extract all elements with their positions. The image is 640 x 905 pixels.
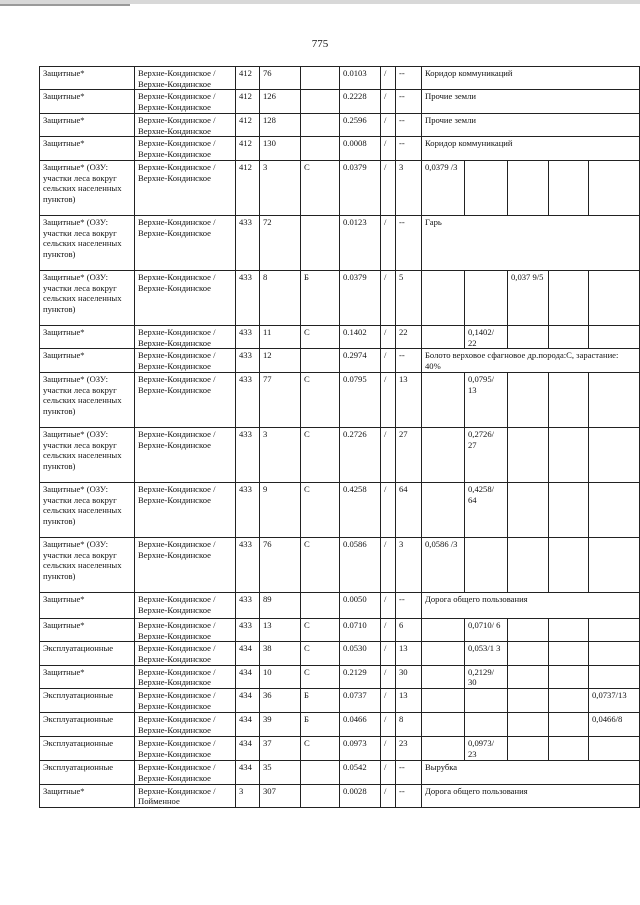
category-cell: Защитные* (ОЗУ: участки леса вокруг сельских населенных пунктов)	[40, 537, 135, 592]
volume-cell: 8	[396, 713, 422, 737]
breakdown-cell	[589, 372, 640, 427]
forestry-cell: Верхне-Кондинское / Верхне-Кондинское	[135, 372, 236, 427]
volume-cell: --	[396, 784, 422, 807]
compartment-cell: 126	[260, 90, 301, 113]
area-cell: 0.0586	[340, 537, 381, 592]
breakdown-cell: 0,0466/8	[589, 713, 640, 737]
category-cell: Защитные*	[40, 113, 135, 136]
compartment-cell: 76	[260, 537, 301, 592]
breakdown-cell	[549, 537, 589, 592]
compartment-cell: 37	[260, 737, 301, 761]
breakdown-cell	[508, 618, 549, 641]
forestry-cell: Верхне-Кондинское / Верхне-Кондинское	[135, 427, 236, 482]
forestry-cell: Верхне-Кондинское / Верхне-Кондинское	[135, 642, 236, 665]
category-cell: Защитные* (ОЗУ: участки леса вокруг сельских населенных пунктов)	[40, 482, 135, 537]
category-cell: Защитные*	[40, 90, 135, 113]
species-cell: С	[301, 618, 340, 641]
breakdown-cell	[508, 689, 549, 713]
breakdown-cell	[589, 737, 640, 761]
quarter-cell: 412	[236, 160, 260, 215]
breakdown-cell	[589, 537, 640, 592]
area-cell: 0.2228	[340, 90, 381, 113]
category-cell: Эксплуатационные	[40, 689, 135, 713]
compartment-cell: 36	[260, 689, 301, 713]
quarter-cell: 412	[236, 90, 260, 113]
volume-cell: 27	[396, 427, 422, 482]
compartment-cell: 89	[260, 592, 301, 618]
forestry-cell: Верхне-Кондинское / Верхне-Кондинское	[135, 482, 236, 537]
species-cell: С	[301, 482, 340, 537]
breakdown-cell	[422, 689, 465, 713]
breakdown-cell: 0,037 9/5	[508, 270, 549, 325]
volume-cell: 3	[396, 537, 422, 592]
breakdown-cell	[589, 618, 640, 641]
species-cell	[301, 215, 340, 270]
breakdown-cell: 0,0737/13	[589, 689, 640, 713]
breakdown-cell	[508, 642, 549, 665]
category-cell: Защитные* (ОЗУ: участки леса вокруг сельских населенных пунктов)	[40, 427, 135, 482]
breakdown-cell	[549, 665, 589, 688]
species-cell: Б	[301, 689, 340, 713]
separator-cell: /	[381, 349, 396, 372]
table-row	[40, 67, 640, 90]
category-cell: Защитные*	[40, 665, 135, 688]
separator-cell: /	[381, 689, 396, 713]
compartment-cell: 130	[260, 137, 301, 160]
volume-cell: 5	[396, 270, 422, 325]
table-row	[40, 665, 640, 688]
breakdown-cell	[465, 537, 508, 592]
note-cell: Гарь	[422, 215, 640, 270]
volume-cell: 13	[396, 372, 422, 427]
volume-cell: 22	[396, 325, 422, 348]
table-row	[40, 784, 640, 807]
breakdown-cell	[549, 372, 589, 427]
volume-cell: --	[396, 761, 422, 784]
separator-cell: /	[381, 215, 396, 270]
species-cell: С	[301, 325, 340, 348]
forestry-cell: Верхне-Кондинское / Верхне-Кондинское	[135, 713, 236, 737]
volume-cell: --	[396, 349, 422, 372]
note-cell: Коридор коммуникаций	[422, 67, 640, 90]
quarter-cell: 412	[236, 67, 260, 90]
breakdown-cell: 0,0795/ 13	[465, 372, 508, 427]
breakdown-cell	[422, 618, 465, 641]
species-cell	[301, 137, 340, 160]
category-cell: Эксплуатационные	[40, 642, 135, 665]
quarter-cell: 434	[236, 737, 260, 761]
breakdown-cell: 0,0379 /3	[422, 160, 465, 215]
species-cell	[301, 784, 340, 807]
compartment-cell: 9	[260, 482, 301, 537]
table-row	[40, 325, 640, 348]
breakdown-cell: 0,0586 /3	[422, 537, 465, 592]
separator-cell: /	[381, 737, 396, 761]
quarter-cell: 433	[236, 270, 260, 325]
species-cell: С	[301, 665, 340, 688]
forest-table	[39, 66, 640, 808]
volume-cell: 13	[396, 689, 422, 713]
compartment-cell: 76	[260, 67, 301, 90]
separator-cell: /	[381, 137, 396, 160]
volume-cell: 23	[396, 737, 422, 761]
breakdown-cell	[422, 270, 465, 325]
separator-cell: /	[381, 67, 396, 90]
table-row	[40, 270, 640, 325]
separator-cell: /	[381, 592, 396, 618]
note-cell: Прочие земли	[422, 90, 640, 113]
separator-cell: /	[381, 427, 396, 482]
species-cell	[301, 90, 340, 113]
separator-cell: /	[381, 372, 396, 427]
forestry-cell: Верхне-Кондинское / Верхне-Кондинское	[135, 90, 236, 113]
breakdown-cell: 0,2726/ 27	[465, 427, 508, 482]
area-cell: 0.0795	[340, 372, 381, 427]
category-cell: Эксплуатационные	[40, 737, 135, 761]
note-cell: Вырубка	[422, 761, 640, 784]
breakdown-cell: 0,4258/ 64	[465, 482, 508, 537]
breakdown-cell	[508, 372, 549, 427]
breakdown-cell	[422, 642, 465, 665]
category-cell: Защитные* (ОЗУ: участки леса вокруг сельских населенных пунктов)	[40, 215, 135, 270]
note-cell: Болото верховое сфагновое др.порода:С, зарастание: 40%	[422, 349, 640, 372]
volume-cell: 13	[396, 642, 422, 665]
volume-cell: 6	[396, 618, 422, 641]
table-row	[40, 372, 640, 427]
separator-cell: /	[381, 160, 396, 215]
quarter-cell: 433	[236, 215, 260, 270]
breakdown-cell	[549, 642, 589, 665]
volume-cell: --	[396, 592, 422, 618]
quarter-cell: 434	[236, 665, 260, 688]
forestry-cell: Верхне-Кондинское / Верхне-Кондинское	[135, 537, 236, 592]
breakdown-cell	[422, 665, 465, 688]
category-cell: Защитные*	[40, 67, 135, 90]
category-cell: Защитные*	[40, 784, 135, 807]
species-cell: С	[301, 737, 340, 761]
breakdown-cell	[508, 665, 549, 688]
forestry-cell: Верхне-Кондинское / Верхне-Кондинское	[135, 689, 236, 713]
table-row	[40, 137, 640, 160]
category-cell: Защитные* (ОЗУ: участки леса вокруг сельских населенных пунктов)	[40, 160, 135, 215]
compartment-cell: 10	[260, 665, 301, 688]
compartment-cell: 307	[260, 784, 301, 807]
species-cell: С	[301, 642, 340, 665]
quarter-cell: 433	[236, 325, 260, 348]
forestry-cell: Верхне-Кондинское / Верхне-Кондинское	[135, 592, 236, 618]
area-cell: 0.0008	[340, 137, 381, 160]
breakdown-cell	[508, 713, 549, 737]
species-cell	[301, 113, 340, 136]
species-cell	[301, 761, 340, 784]
breakdown-cell	[422, 427, 465, 482]
table-row	[40, 215, 640, 270]
table-row	[40, 689, 640, 713]
compartment-cell: 3	[260, 160, 301, 215]
area-cell: 0.0542	[340, 761, 381, 784]
category-cell: Защитные*	[40, 592, 135, 618]
compartment-cell: 72	[260, 215, 301, 270]
species-cell: Б	[301, 713, 340, 737]
table-row	[40, 761, 640, 784]
forestry-cell: Верхне-Кондинское / Пойменное	[135, 784, 236, 807]
table-row	[40, 618, 640, 641]
category-cell: Защитные* (ОЗУ: участки леса вокруг сельских населенных пунктов)	[40, 270, 135, 325]
breakdown-cell	[589, 642, 640, 665]
page-number: 775	[311, 38, 329, 50]
area-cell: 0.0103	[340, 67, 381, 90]
quarter-cell: 433	[236, 537, 260, 592]
breakdown-cell: 0,053/1 3	[465, 642, 508, 665]
compartment-cell: 3	[260, 427, 301, 482]
volume-cell: 64	[396, 482, 422, 537]
note-cell: Дорога общего пользования	[422, 592, 640, 618]
forestry-cell: Верхне-Кондинское / Верхне-Кондинское	[135, 349, 236, 372]
species-cell: С	[301, 537, 340, 592]
category-cell: Эксплуатационные	[40, 713, 135, 737]
species-cell	[301, 349, 340, 372]
breakdown-cell	[508, 325, 549, 348]
quarter-cell: 3	[236, 784, 260, 807]
quarter-cell: 433	[236, 482, 260, 537]
area-cell: 0.0973	[340, 737, 381, 761]
category-cell: Защитные*	[40, 618, 135, 641]
breakdown-cell	[549, 325, 589, 348]
breakdown-cell	[549, 713, 589, 737]
forestry-cell: Верхне-Кондинское / Верхне-Кондинское	[135, 67, 236, 90]
breakdown-cell	[549, 689, 589, 713]
separator-cell: /	[381, 90, 396, 113]
area-cell: 0.0123	[340, 215, 381, 270]
species-cell: С	[301, 372, 340, 427]
quarter-cell: 434	[236, 713, 260, 737]
breakdown-cell	[508, 427, 549, 482]
compartment-cell: 77	[260, 372, 301, 427]
forestry-cell: Верхне-Кондинское / Верхне-Кондинское	[135, 761, 236, 784]
note-cell: Дорога общего пользования	[422, 784, 640, 807]
compartment-cell: 8	[260, 270, 301, 325]
breakdown-cell	[465, 689, 508, 713]
compartment-cell: 128	[260, 113, 301, 136]
compartment-cell: 13	[260, 618, 301, 641]
breakdown-cell	[508, 482, 549, 537]
table-row	[40, 427, 640, 482]
area-cell: 0.1402	[340, 325, 381, 348]
quarter-cell: 433	[236, 427, 260, 482]
forestry-cell: Верхне-Кондинское / Верхне-Кондинское	[135, 270, 236, 325]
separator-cell: /	[381, 784, 396, 807]
category-cell: Защитные*	[40, 325, 135, 348]
volume-cell: 30	[396, 665, 422, 688]
quarter-cell: 434	[236, 761, 260, 784]
quarter-cell: 412	[236, 137, 260, 160]
area-cell: 0.0050	[340, 592, 381, 618]
quarter-cell: 434	[236, 642, 260, 665]
note-cell: Коридор коммуникаций	[422, 137, 640, 160]
area-cell: 0.2596	[340, 113, 381, 136]
volume-cell: --	[396, 137, 422, 160]
note-cell: Прочие земли	[422, 113, 640, 136]
area-cell: 0.0379	[340, 160, 381, 215]
separator-cell: /	[381, 113, 396, 136]
breakdown-cell	[549, 270, 589, 325]
breakdown-cell	[549, 618, 589, 641]
breakdown-cell	[422, 372, 465, 427]
area-cell: 0.2129	[340, 665, 381, 688]
quarter-cell: 433	[236, 372, 260, 427]
table-row	[40, 592, 640, 618]
volume-cell: --	[396, 67, 422, 90]
area-cell: 0.4258	[340, 482, 381, 537]
separator-cell: /	[381, 642, 396, 665]
breakdown-cell	[422, 737, 465, 761]
forestry-cell: Верхне-Кондинское / Верхне-Кондинское	[135, 737, 236, 761]
volume-cell: --	[396, 113, 422, 136]
species-cell: С	[301, 160, 340, 215]
separator-cell: /	[381, 618, 396, 641]
volume-cell: --	[396, 215, 422, 270]
forestry-cell: Верхне-Кондинское / Верхне-Кондинское	[135, 137, 236, 160]
compartment-cell: 39	[260, 713, 301, 737]
category-cell: Эксплуатационные	[40, 761, 135, 784]
area-cell: 0.0028	[340, 784, 381, 807]
breakdown-cell	[589, 482, 640, 537]
table-row	[40, 90, 640, 113]
table-row	[40, 713, 640, 737]
species-cell	[301, 592, 340, 618]
breakdown-cell	[589, 427, 640, 482]
forestry-cell: Верхне-Кондинское / Верхне-Кондинское	[135, 215, 236, 270]
breakdown-cell: 0,1402/ 22	[465, 325, 508, 348]
table-row	[40, 537, 640, 592]
breakdown-cell	[549, 482, 589, 537]
forestry-cell: Верхне-Кондинское / Верхне-Кондинское	[135, 160, 236, 215]
table-row	[40, 642, 640, 665]
table-row	[40, 160, 640, 215]
forestry-cell: Верхне-Кондинское / Верхне-Кондинское	[135, 325, 236, 348]
quarter-cell: 433	[236, 349, 260, 372]
area-cell: 0.0710	[340, 618, 381, 641]
breakdown-cell	[465, 160, 508, 215]
species-cell: С	[301, 427, 340, 482]
species-cell: Б	[301, 270, 340, 325]
area-cell: 0.0530	[340, 642, 381, 665]
breakdown-cell	[589, 160, 640, 215]
breakdown-cell	[465, 713, 508, 737]
area-cell: 0.2726	[340, 427, 381, 482]
quarter-cell: 433	[236, 618, 260, 641]
category-cell: Защитные*	[40, 137, 135, 160]
species-cell	[301, 67, 340, 90]
category-cell: Защитные*	[40, 349, 135, 372]
compartment-cell: 35	[260, 761, 301, 784]
breakdown-cell	[422, 325, 465, 348]
breakdown-cell: 0,0710/ 6	[465, 618, 508, 641]
compartment-cell: 11	[260, 325, 301, 348]
compartment-cell: 12	[260, 349, 301, 372]
volume-cell: --	[396, 90, 422, 113]
breakdown-cell	[549, 160, 589, 215]
scan-mark	[0, 4, 130, 6]
table-row	[40, 482, 640, 537]
separator-cell: /	[381, 325, 396, 348]
breakdown-cell	[589, 325, 640, 348]
separator-cell: /	[381, 537, 396, 592]
breakdown-cell	[549, 427, 589, 482]
volume-cell: 3	[396, 160, 422, 215]
separator-cell: /	[381, 270, 396, 325]
breakdown-cell: 0,2129/ 30	[465, 665, 508, 688]
table-row	[40, 349, 640, 372]
separator-cell: /	[381, 482, 396, 537]
category-cell: Защитные* (ОЗУ: участки леса вокруг сельских населенных пунктов)	[40, 372, 135, 427]
breakdown-cell	[465, 270, 508, 325]
forestry-cell: Верхне-Кондинское / Верхне-Кондинское	[135, 665, 236, 688]
breakdown-cell: 0,0973/ 23	[465, 737, 508, 761]
breakdown-cell	[589, 665, 640, 688]
breakdown-cell	[508, 160, 549, 215]
breakdown-cell	[589, 270, 640, 325]
quarter-cell: 412	[236, 113, 260, 136]
breakdown-cell	[422, 713, 465, 737]
forestry-cell: Верхне-Кондинское / Верхне-Кондинское	[135, 618, 236, 641]
quarter-cell: 433	[236, 592, 260, 618]
area-cell: 0.0737	[340, 689, 381, 713]
breakdown-cell	[508, 537, 549, 592]
breakdown-cell	[549, 737, 589, 761]
table-row	[40, 113, 640, 136]
forestry-cell: Верхне-Кондинское / Верхне-Кондинское	[135, 113, 236, 136]
breakdown-cell	[422, 482, 465, 537]
separator-cell: /	[381, 665, 396, 688]
breakdown-cell	[508, 737, 549, 761]
area-cell: 0.2974	[340, 349, 381, 372]
separator-cell: /	[381, 761, 396, 784]
compartment-cell: 38	[260, 642, 301, 665]
quarter-cell: 434	[236, 689, 260, 713]
area-cell: 0.0466	[340, 713, 381, 737]
table-row	[40, 737, 640, 761]
area-cell: 0.0379	[340, 270, 381, 325]
separator-cell: /	[381, 713, 396, 737]
